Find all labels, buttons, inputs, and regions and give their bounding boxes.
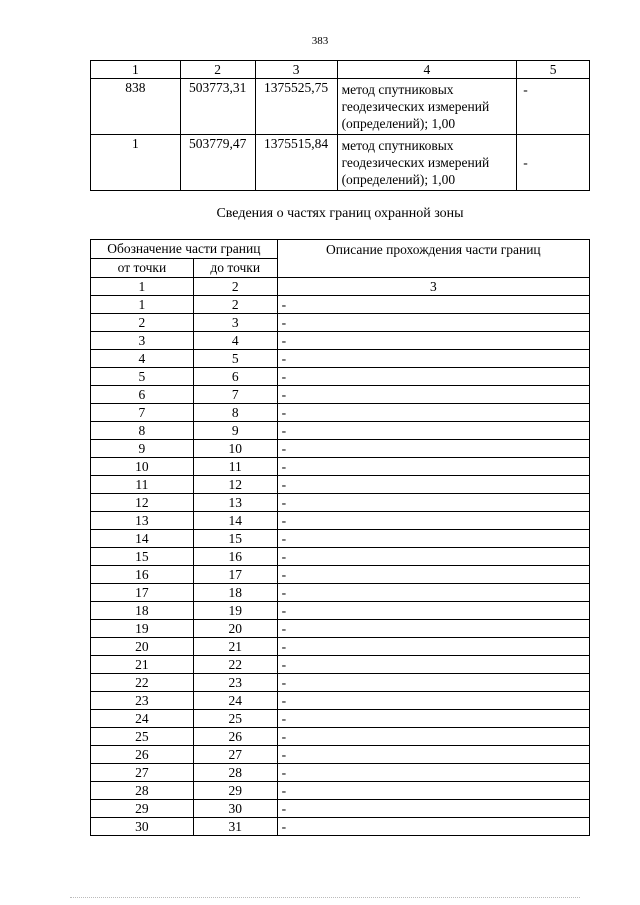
table-row xyxy=(91,728,590,746)
to-point: 19 xyxy=(193,602,277,620)
from-point: 3 xyxy=(91,332,194,350)
column-number-1: 1 xyxy=(91,61,181,79)
from-point: 2 xyxy=(91,314,194,332)
table-row xyxy=(91,332,590,350)
method-line: геодезических измерений xyxy=(341,155,490,170)
from-point: 11 xyxy=(91,476,194,494)
to-point: 22 xyxy=(193,656,277,674)
table-row xyxy=(91,602,590,620)
description: - xyxy=(277,818,589,836)
description: - xyxy=(277,566,589,584)
to-point: 10 xyxy=(193,440,277,458)
group-header: Обозначение части границ xyxy=(91,240,278,259)
table-row xyxy=(91,296,590,314)
table-row xyxy=(91,440,590,458)
from-point: 5 xyxy=(91,368,194,386)
description: - xyxy=(277,710,589,728)
from-point: 13 xyxy=(91,512,194,530)
from-point: 28 xyxy=(91,782,194,800)
table-row xyxy=(91,566,590,584)
table-row xyxy=(91,314,590,332)
table-row xyxy=(91,512,590,530)
to-point: 13 xyxy=(193,494,277,512)
from-point: 12 xyxy=(91,494,194,512)
to-point: 21 xyxy=(193,638,277,656)
from-point: 23 xyxy=(91,692,194,710)
description: - xyxy=(277,656,589,674)
from-point: 18 xyxy=(91,602,194,620)
method-cell xyxy=(337,135,517,191)
to-point: 7 xyxy=(193,386,277,404)
from-point: 14 xyxy=(91,530,194,548)
from-point: 25 xyxy=(91,728,194,746)
description: - xyxy=(277,494,589,512)
table-row xyxy=(91,476,590,494)
table-row xyxy=(91,548,590,566)
table-row xyxy=(91,692,590,710)
table-row xyxy=(91,584,590,602)
point-number: 1 xyxy=(91,135,181,191)
table-row xyxy=(91,404,590,422)
to-point: 2 xyxy=(193,296,277,314)
to-point: 11 xyxy=(193,458,277,476)
description: - xyxy=(277,764,589,782)
table-row xyxy=(91,638,590,656)
from-point: 10 xyxy=(91,458,194,476)
description: - xyxy=(277,584,589,602)
to-point: 3 xyxy=(193,314,277,332)
description: - xyxy=(277,368,589,386)
from-point: 7 xyxy=(91,404,194,422)
to-point: 27 xyxy=(193,746,277,764)
to-point: 31 xyxy=(193,818,277,836)
to-point: 18 xyxy=(193,584,277,602)
coordinates-row xyxy=(91,79,590,135)
description: - xyxy=(277,728,589,746)
column-number-3: 3 xyxy=(255,61,337,79)
from-point: 16 xyxy=(91,566,194,584)
to-point: 9 xyxy=(193,422,277,440)
table-row xyxy=(91,656,590,674)
method-line: метод спутниковых xyxy=(341,82,454,97)
to-point: 8 xyxy=(193,404,277,422)
description: - xyxy=(277,674,589,692)
description: - xyxy=(277,404,589,422)
to-point: 17 xyxy=(193,566,277,584)
to-point-header: до точки xyxy=(193,259,277,278)
to-point: 28 xyxy=(193,764,277,782)
description: - xyxy=(277,746,589,764)
table-row xyxy=(91,620,590,638)
to-point: 15 xyxy=(193,530,277,548)
to-point: 20 xyxy=(193,620,277,638)
column-5-value: - xyxy=(517,79,590,135)
description: - xyxy=(277,314,589,332)
from-point: 30 xyxy=(91,818,194,836)
description: - xyxy=(277,350,589,368)
table-row xyxy=(91,764,590,782)
column-5-value: - xyxy=(517,135,590,191)
column-number-3: 3 xyxy=(277,278,589,296)
table-row xyxy=(91,800,590,818)
description: - xyxy=(277,512,589,530)
from-point: 4 xyxy=(91,350,194,368)
description-header: Описание прохождения части границ xyxy=(277,240,589,278)
from-point: 22 xyxy=(91,674,194,692)
y-coordinate: 1375525,75 xyxy=(255,79,337,135)
to-point: 6 xyxy=(193,368,277,386)
description: - xyxy=(277,638,589,656)
to-point: 23 xyxy=(193,674,277,692)
description: - xyxy=(277,548,589,566)
parts-table-body xyxy=(91,296,590,836)
table-row xyxy=(91,782,590,800)
to-point: 24 xyxy=(193,692,277,710)
from-point: 15 xyxy=(91,548,194,566)
column-number-2: 2 xyxy=(180,61,255,79)
parts-header-row xyxy=(91,240,590,259)
to-point: 5 xyxy=(193,350,277,368)
to-point: 26 xyxy=(193,728,277,746)
section-title: Сведения о частях границ охранной зоны xyxy=(216,206,464,221)
table-row xyxy=(91,368,590,386)
boundary-parts-table xyxy=(90,239,590,836)
column-number-2: 2 xyxy=(193,278,277,296)
from-point: 6 xyxy=(91,386,194,404)
description: - xyxy=(277,530,589,548)
to-point: 4 xyxy=(193,332,277,350)
description: - xyxy=(277,602,589,620)
column-number-5: 5 xyxy=(517,61,590,79)
from-point: 24 xyxy=(91,710,194,728)
x-coordinate: 503773,31 xyxy=(180,79,255,135)
column-number-1: 1 xyxy=(91,278,194,296)
table-row xyxy=(91,710,590,728)
method-line: (определений); 1,00 xyxy=(341,172,456,187)
description: - xyxy=(277,476,589,494)
from-point: 1 xyxy=(91,296,194,314)
parts-numbering-row xyxy=(91,278,590,296)
description: - xyxy=(277,692,589,710)
description: - xyxy=(277,386,589,404)
table-row xyxy=(91,674,590,692)
from-point: 21 xyxy=(91,656,194,674)
table-row xyxy=(91,422,590,440)
from-point: 27 xyxy=(91,764,194,782)
from-point: 26 xyxy=(91,746,194,764)
from-point: 17 xyxy=(91,584,194,602)
coordinates-row xyxy=(91,135,590,191)
footer-divider xyxy=(70,897,580,901)
method-line: геодезических измерений xyxy=(341,99,490,114)
description: - xyxy=(277,440,589,458)
to-point: 12 xyxy=(193,476,277,494)
table-row xyxy=(91,458,590,476)
description: - xyxy=(277,458,589,476)
from-point: 29 xyxy=(91,800,194,818)
description: - xyxy=(277,620,589,638)
table-row xyxy=(91,386,590,404)
from-point: 20 xyxy=(91,638,194,656)
x-coordinate: 503779,47 xyxy=(180,135,255,191)
column-number-4: 4 xyxy=(337,61,517,79)
description: - xyxy=(277,782,589,800)
from-point-header: от точки xyxy=(91,259,194,278)
method-cell xyxy=(337,79,517,135)
to-point: 25 xyxy=(193,710,277,728)
to-point: 16 xyxy=(193,548,277,566)
description: - xyxy=(277,332,589,350)
table-row xyxy=(91,530,590,548)
y-coordinate: 1375515,84 xyxy=(255,135,337,191)
from-point: 9 xyxy=(91,440,194,458)
method-line: (определений); 1,00 xyxy=(341,116,456,131)
description: - xyxy=(277,800,589,818)
from-point: 8 xyxy=(91,422,194,440)
table-row xyxy=(91,494,590,512)
description: - xyxy=(277,296,589,314)
point-number: 838 xyxy=(91,79,181,135)
table-row xyxy=(91,746,590,764)
to-point: 29 xyxy=(193,782,277,800)
coordinates-header-row xyxy=(91,61,590,79)
page-number: 383 xyxy=(311,35,329,47)
table-row xyxy=(91,818,590,836)
description: - xyxy=(277,422,589,440)
coordinates-table xyxy=(90,60,590,191)
to-point: 14 xyxy=(193,512,277,530)
from-point: 19 xyxy=(91,620,194,638)
method-line: метод спутниковых xyxy=(341,138,454,153)
to-point: 30 xyxy=(193,800,277,818)
table-row xyxy=(91,350,590,368)
